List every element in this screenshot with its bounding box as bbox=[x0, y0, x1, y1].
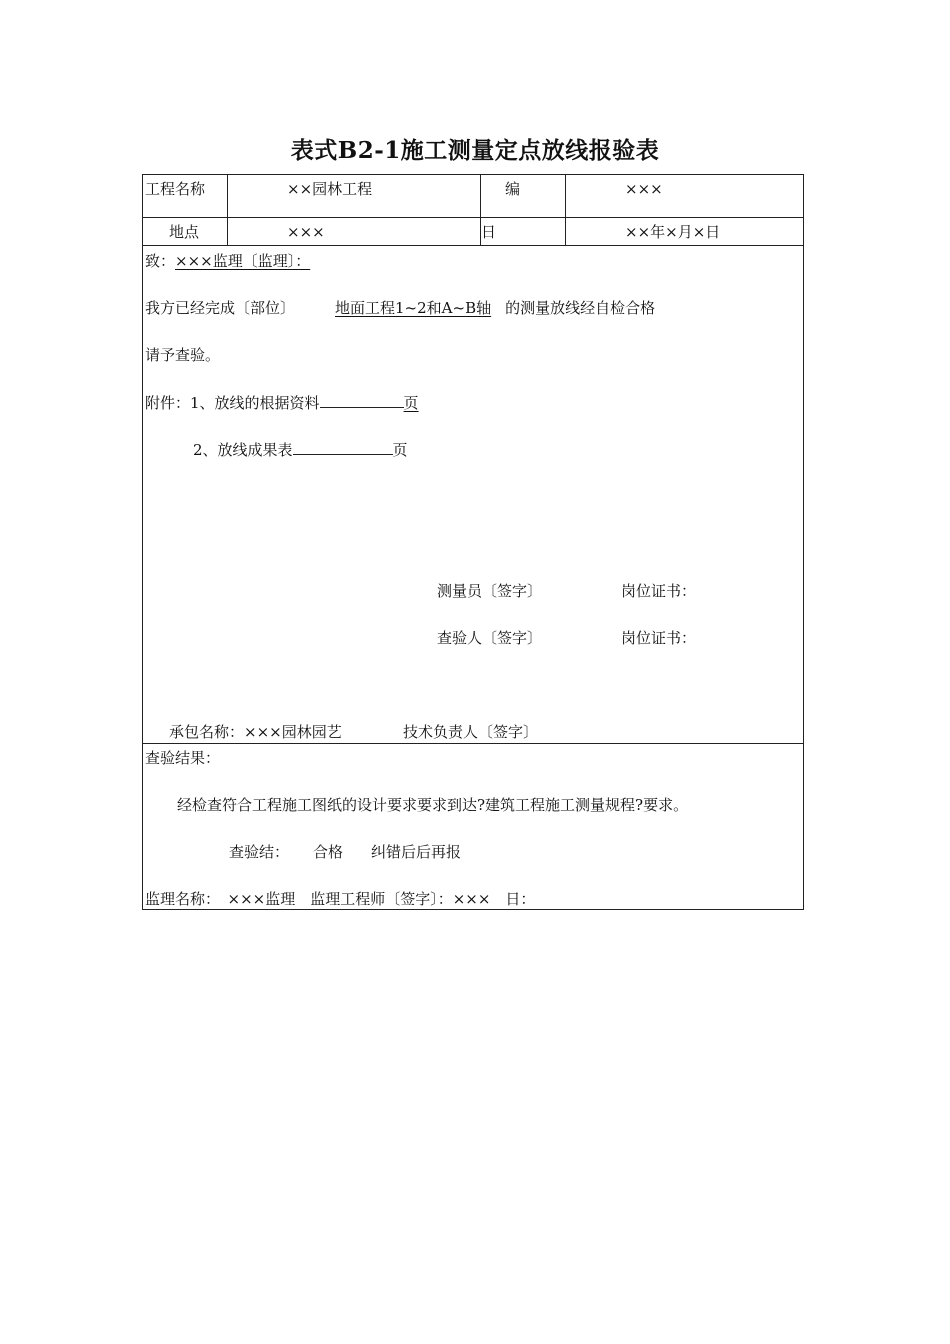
attachment-1-suffix: 页 bbox=[403, 394, 419, 412]
conclusion-label: 查验结： bbox=[229, 843, 290, 861]
inspection-form bbox=[142, 174, 804, 910]
code-value: ××× bbox=[625, 180, 663, 198]
option-pass: 合格 bbox=[313, 843, 344, 861]
attachment-2-suffix: 页 bbox=[392, 441, 408, 459]
inspector-certificate-label: 岗位证书： bbox=[621, 629, 697, 647]
tech-lead-signature-label: 技术负责人〔签字〕 bbox=[403, 723, 539, 741]
row-divider-1 bbox=[143, 217, 803, 218]
result-label: 查验结果： bbox=[145, 749, 221, 767]
project-name-label: 工程名称 bbox=[145, 180, 206, 198]
option-fix: 纠错后后再报 bbox=[371, 843, 462, 861]
location-label: 地点 bbox=[169, 223, 200, 241]
surveyor-certificate-label: 岗位证书： bbox=[621, 582, 697, 600]
attachment-2-prefix: 2、放线成果表 bbox=[193, 441, 293, 459]
attachment-1-blank bbox=[320, 393, 404, 408]
location-value: ××× bbox=[287, 223, 325, 241]
attachment-2 bbox=[193, 440, 408, 459]
supervisor-footer: 监理名称： ×××监理 监理工程师〔签字〕：××× 日： bbox=[145, 890, 536, 908]
code-label: 编 bbox=[505, 180, 521, 198]
date-value: ××年×月×日 bbox=[625, 223, 721, 241]
row-divider-3 bbox=[143, 743, 803, 744]
addressee-prefix: 致： bbox=[145, 252, 176, 270]
col-divider-3 bbox=[565, 175, 566, 245]
completed-suffix: 的测量放线经自检合格 bbox=[505, 299, 656, 317]
surveyor-signature-label: 测量员〔签字〕 bbox=[437, 582, 543, 600]
project-name-value: ××园林工程 bbox=[287, 180, 373, 198]
contractor-name: 承包名称：×××园林园艺 bbox=[169, 723, 342, 741]
completed-part: 地面工程1~2和A~B轴 bbox=[335, 299, 492, 317]
attachment-1-prefix: 附件：1、放线的根据资料 bbox=[145, 394, 320, 412]
attachment-2-blank bbox=[293, 440, 393, 455]
addressee-value: ×××监理〔监理〕： bbox=[175, 252, 311, 270]
form-title: 表式B2-1施工测量定点放线报验表 bbox=[290, 137, 660, 164]
date-label: 日 bbox=[481, 223, 497, 241]
request-line: 请予查验。 bbox=[145, 346, 221, 364]
col-divider-1 bbox=[227, 175, 228, 245]
row-divider-2 bbox=[143, 245, 803, 246]
completed-line bbox=[145, 299, 655, 317]
attachment-1 bbox=[145, 393, 419, 412]
inspector-signature-label: 查验人〔签字〕 bbox=[437, 629, 543, 647]
addressee-line bbox=[145, 252, 310, 270]
completed-prefix: 我方已经完成〔部位〕 bbox=[145, 299, 296, 317]
result-text: 经检查符合工程施工图纸的设计要求要求到达?建筑工程施工测量规程?要求。 bbox=[177, 796, 689, 814]
